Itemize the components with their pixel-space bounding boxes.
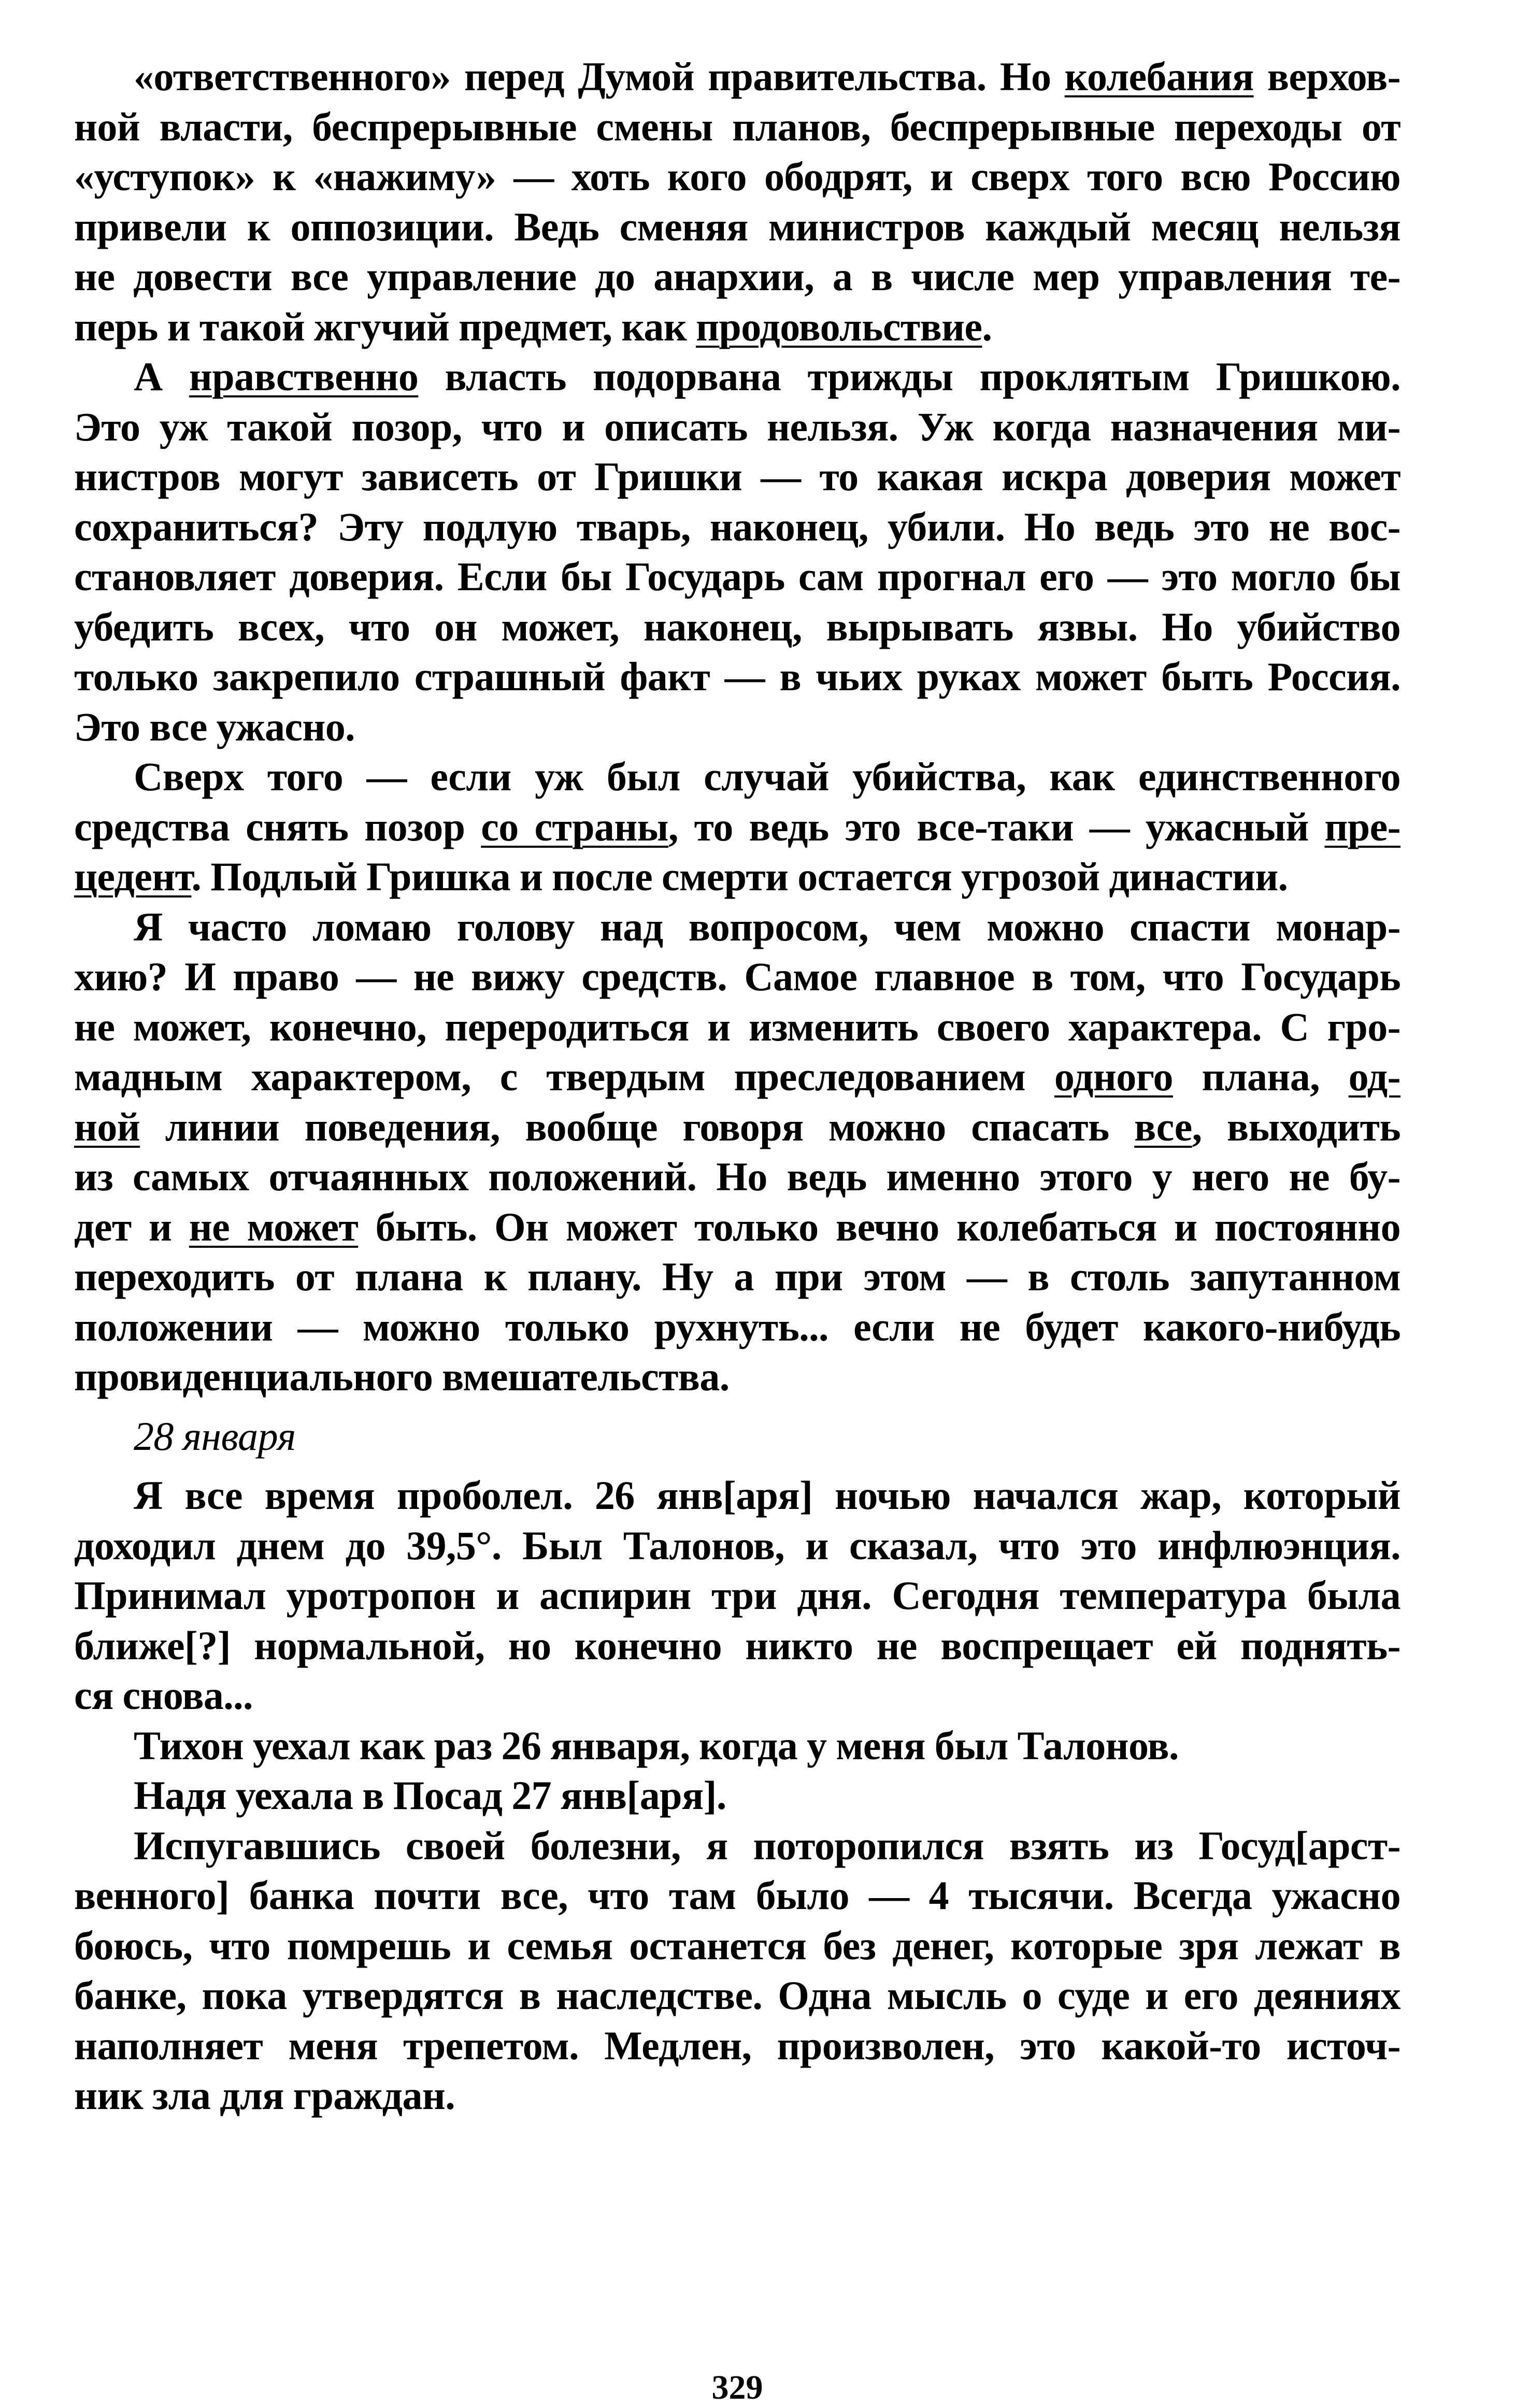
text-line [74, 402, 1400, 452]
text-segment: сохраниться? Эту подлую тварь, наконец, убили. Но ведь это не вос- [74, 504, 1400, 549]
text-segment: из самых отчаянных положений. Но ведь именно этого у него не бу- [74, 1154, 1400, 1199]
text-segment: наполняет меня трепетом. Медлен, произволен, это какой-то источ- [74, 2022, 1400, 2068]
date-heading [74, 1412, 1400, 1462]
text-segment: банке, пока утвердятся в наследстве. Одна мысль о суде и его деяниях [74, 1973, 1400, 2018]
text-line [74, 352, 1400, 402]
text-segment: . [982, 304, 992, 349]
text-segment: «ответственного» перед Думой правительства. Но [134, 54, 1065, 99]
text-line [74, 852, 1400, 902]
text-line [74, 802, 1400, 852]
text-line [74, 1921, 1400, 1971]
text-line [74, 1002, 1400, 1052]
text-segment: Испугавшись своей болезни, я поторопился взять из Госуд[арст- [134, 1822, 1400, 1868]
text-segment: венного] банка почти все, что там было — 4 тысячи. Всегда ужасно [74, 1873, 1400, 1918]
underlined-text: колебания [1064, 54, 1254, 99]
text-line [74, 452, 1400, 502]
underlined-text: не может [189, 1204, 359, 1249]
text-line [74, 1771, 1400, 1821]
text-segment: положении — можно только рухнуть... если не будет какого-нибудь [74, 1304, 1400, 1349]
paragraph [74, 1771, 1400, 1821]
page-number: 329 [711, 2369, 763, 2406]
text-segment: переходить от плана к плану. Ну а при этом — в столь запутанном [74, 1254, 1400, 1299]
text-segment: нистров могут зависеть от Гришки — то какая искра доверия может [74, 454, 1400, 499]
text-line [74, 1871, 1400, 1921]
paragraph [74, 902, 1400, 1402]
text-segment: не довести все управление до анархии, а в числе мер управления те- [74, 254, 1400, 299]
text-segment: «уступок» к «нажиму» — хоть кого ободрят, и сверх того всю Россию [74, 154, 1400, 199]
text-line [74, 502, 1400, 552]
text-line [74, 1152, 1400, 1202]
text-segment: ник зла для граждан. [74, 2073, 455, 2118]
paragraph [74, 52, 1400, 352]
text-line [74, 552, 1400, 602]
text-segment: Сверх того — если уж был случай убийства, как единственного [134, 754, 1400, 799]
text-segment: хию? И право — не вижу средств. Самое главное в том, что Государь [74, 954, 1400, 999]
text-segment: становляет доверия. Если бы Государь сам прогнал его — это могло бы [74, 554, 1400, 599]
text-line [74, 952, 1400, 1002]
text-segment: только закрепило страшный факт — в чьих руках может быть Россия. [74, 654, 1400, 699]
text-segment: Тихон уехал как раз 26 января, когда у меня был Талонов. [134, 1722, 1179, 1768]
paragraph [74, 752, 1400, 902]
text-segment: , то ведь это все-таки — ужасный [668, 804, 1325, 849]
text-line [74, 1352, 1400, 1402]
text-segment: боюсь, что помрешь и семья останется без денег, которые зря лежат в [74, 1922, 1400, 1968]
text-segment: власть подорвана трижды проклятым Гришкою. [418, 354, 1400, 399]
text-segment: линии поведения, вообще говоря можно спасать [140, 1104, 1135, 1149]
text-line [74, 1671, 1400, 1721]
text-line [74, 1052, 1400, 1102]
text-line [74, 1821, 1400, 1871]
underlined-text: одного [1054, 1054, 1173, 1099]
text-line [74, 1202, 1400, 1252]
underlined-text: пре- [1324, 804, 1400, 849]
text-segment: ной власти, беспрерывные смены планов, беспрерывные переходы от [74, 104, 1400, 149]
text-line [74, 1571, 1400, 1621]
text-line [74, 202, 1400, 252]
text-segment: убедить всех, что он может, наконец, вырывать язвы. Но убийство [74, 604, 1400, 649]
text-segment: верхов- [1253, 54, 1400, 99]
text-line [74, 1252, 1400, 1302]
text-segment: ближе[?] нормальной, но конечно никто не воспрещает ей поднять- [74, 1622, 1400, 1668]
text-line [74, 1302, 1400, 1352]
text-segment: Это уж такой позор, что и описать нельзя. Уж когда назначения ми- [74, 404, 1400, 449]
underlined-text: од- [1348, 1054, 1400, 1099]
underlined-text: ной [74, 1104, 140, 1149]
text-line [74, 2021, 1400, 2071]
underlined-text: все [1134, 1104, 1192, 1149]
text-segment: привели к оппозиции. Ведь сменяя министров каждый месяц нельзя [74, 204, 1400, 249]
text-line [74, 52, 1400, 102]
text-segment: мадным характером, с твердым преследованием [74, 1054, 1054, 1099]
text-segment: ся снова... [74, 1673, 253, 1718]
text-segment: плана, [1173, 1054, 1349, 1099]
paragraph [74, 1821, 1400, 2121]
text-line [74, 1102, 1400, 1152]
text-segment: не может, конечно, переродиться и изменить своего характера. С гро- [74, 1004, 1400, 1049]
text-segment: провиденциального вмешательства. [74, 1354, 730, 1399]
text-line [74, 152, 1400, 202]
text-line [74, 902, 1400, 952]
text-segment: средства снять позор [74, 804, 481, 849]
text-segment: дет и [74, 1204, 189, 1249]
book-page [74, 52, 1400, 2406]
underlined-text: со страны [481, 804, 668, 849]
paragraph [74, 1721, 1400, 1771]
text-segment: Я часто ломаю голову над вопросом, чем можно спасти монар- [134, 904, 1400, 949]
text-line [74, 1971, 1400, 2021]
text-segment: Надя уехала в Посад 27 янв[аря]. [134, 1773, 726, 1818]
underlined-text: продовольствие [696, 304, 982, 349]
underlined-text: цедент [74, 854, 192, 899]
text-line [74, 1621, 1400, 1671]
paragraph [74, 352, 1400, 752]
text-line [74, 752, 1400, 802]
text-line [74, 302, 1400, 352]
body-text [74, 52, 1400, 2121]
text-segment: Я все время проболел. 26 янв[аря] ночью начался жар, который [134, 1473, 1400, 1518]
text-line [74, 602, 1400, 652]
text-segment: . Подлый Гришка и после смерти остается угрозой династии. [191, 854, 1288, 899]
text-segment: быть. Он может только вечно колебаться и постоянно [358, 1204, 1400, 1249]
text-line [74, 652, 1400, 702]
text-segment: перь и такой жгучий предмет, как [74, 304, 696, 349]
date-heading-text: 28 января [134, 1413, 296, 1459]
text-line [74, 252, 1400, 302]
underlined-text: нравственно [189, 354, 419, 399]
text-segment: , выходить [1192, 1104, 1400, 1149]
text-line [74, 102, 1400, 152]
text-line [74, 1521, 1400, 1571]
text-line [74, 1721, 1400, 1771]
paragraph [74, 1471, 1400, 1721]
text-segment: А [134, 354, 189, 399]
text-segment: Принимал уротропон и аспирин три дня. Сегодня температура была [74, 1573, 1400, 1618]
text-line [74, 702, 1400, 752]
text-line [74, 1471, 1400, 1521]
text-segment: Это все ужасно. [74, 704, 355, 749]
text-line [74, 2071, 1400, 2121]
text-segment: доходил днем до 39,5°. Был Талонов, и сказал, что это инфлюэнция. [74, 1522, 1400, 1568]
